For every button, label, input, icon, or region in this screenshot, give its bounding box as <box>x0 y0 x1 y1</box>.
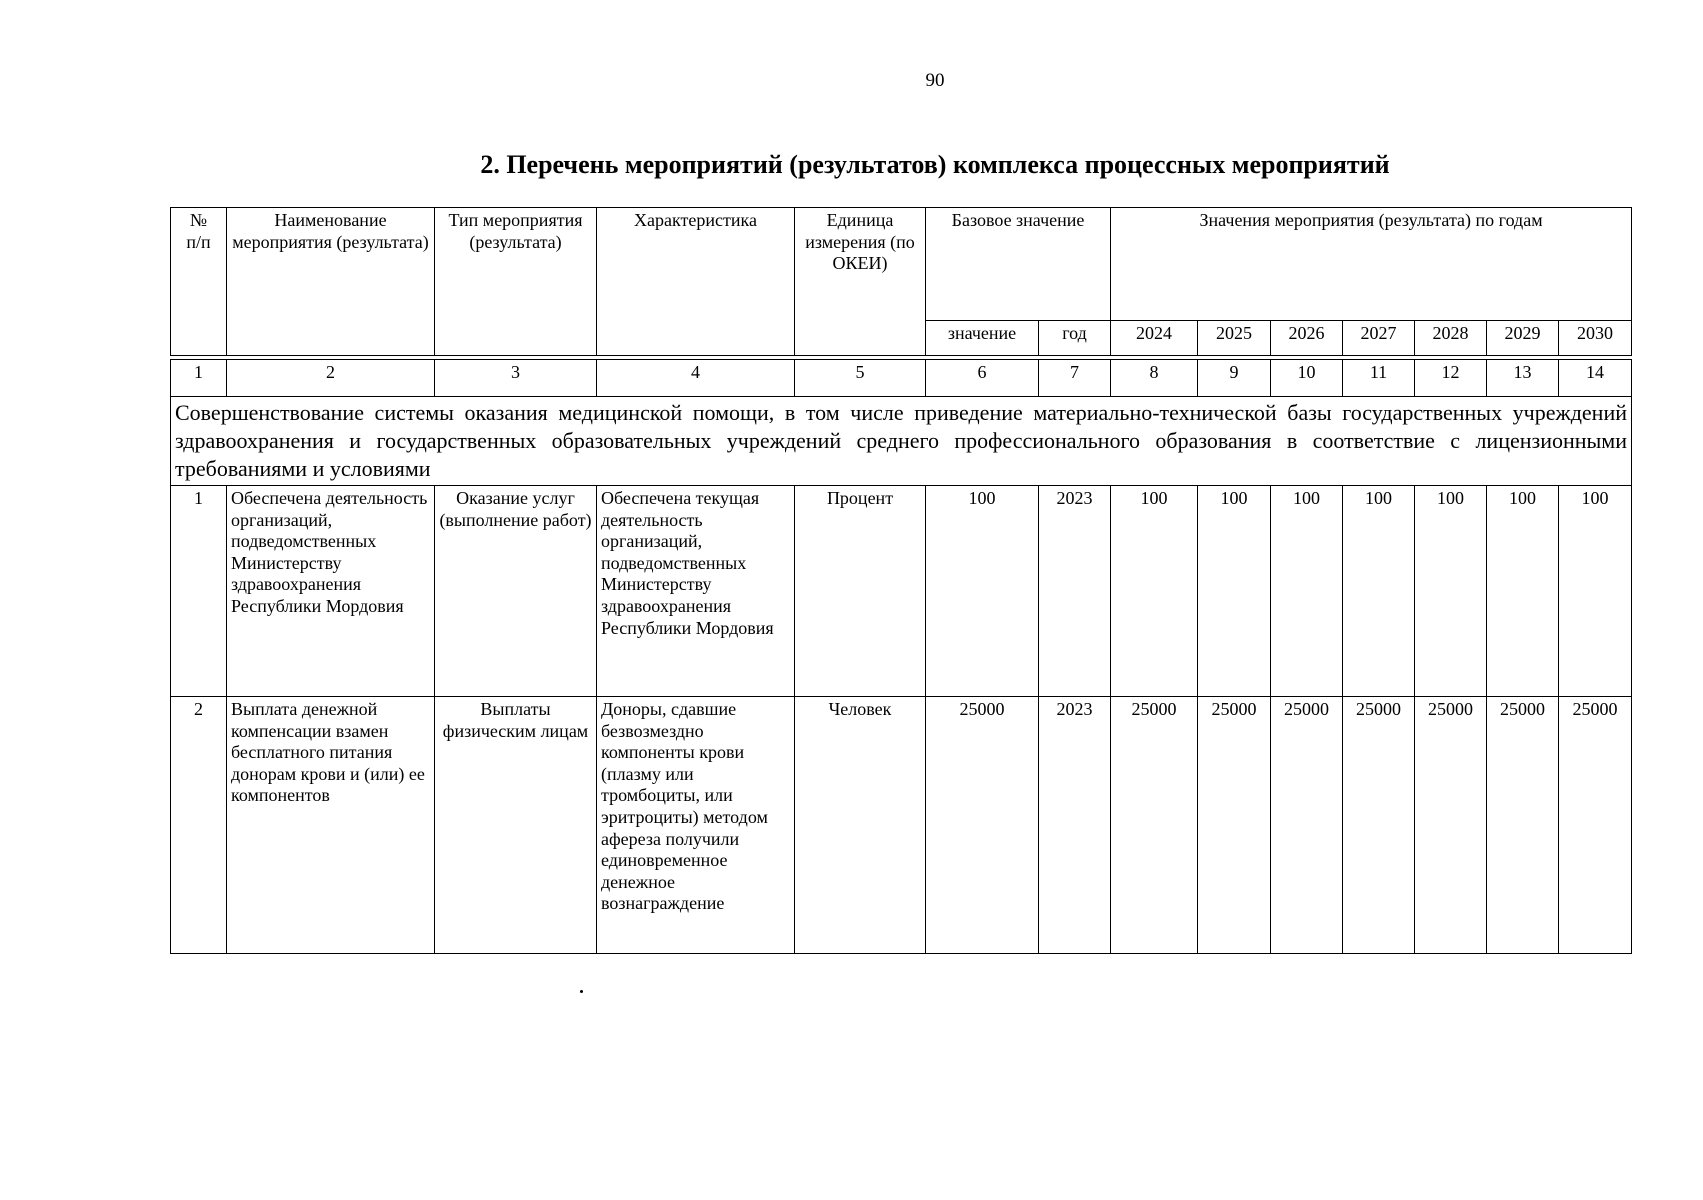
column-number: 3 <box>435 360 597 397</box>
row-base-year: 2023 <box>1039 486 1111 697</box>
header-base-year: год <box>1039 321 1111 356</box>
column-number: 14 <box>1559 360 1632 397</box>
section-row <box>171 397 1632 486</box>
row-year-value: 25000 <box>1111 697 1198 954</box>
row-unit: Человек <box>795 697 926 954</box>
header-no: № п/п <box>171 208 227 356</box>
row-characteristic: Доноры, сдавшие безвозмездно компоненты крови (плазму или тромбоциты, или эритроциты) методом афереза получили единовременное денежное вознаграждение <box>597 697 795 954</box>
table-header <box>170 207 1632 356</box>
row-year-value: 25000 <box>1415 697 1487 954</box>
header-year: 2026 <box>1271 321 1343 356</box>
row-year-value: 25000 <box>1343 697 1415 954</box>
row-number: 2 <box>171 697 227 954</box>
header-base: Базовое значение <box>926 208 1111 321</box>
table-row <box>171 697 1632 954</box>
column-number: 8 <box>1111 360 1198 397</box>
row-type: Выплаты физическим лицам <box>435 697 597 954</box>
column-number: 9 <box>1198 360 1271 397</box>
row-year-value: 25000 <box>1487 697 1559 954</box>
row-name: Обеспечена деятельность организаций, подведомственных Министерству здравоохранения Республики Мордовия <box>227 486 435 697</box>
row-year-value: 100 <box>1271 486 1343 697</box>
header-base-value: значение <box>926 321 1039 356</box>
row-year-value: 100 <box>1343 486 1415 697</box>
table-body <box>170 359 1632 954</box>
scan-speck <box>580 990 583 993</box>
row-year-value: 100 <box>1415 486 1487 697</box>
row-year-value: 25000 <box>1559 697 1632 954</box>
header-years-group: Значения мероприятия (результата) по годам <box>1111 208 1632 321</box>
header-year: 2030 <box>1559 321 1632 356</box>
header-unit: Единица измерения (по ОКЕИ) <box>795 208 926 356</box>
section-title: Совершенствование системы оказания медицинской помощи, в том числе приведение материально-технической базы государственных учреждений здравоохранения и государственных образовательных учреждений среднего профессионального образования в соответствие с лицензионными требованиями и условиями <box>171 397 1632 486</box>
column-number: 10 <box>1271 360 1343 397</box>
column-number: 2 <box>227 360 435 397</box>
row-year-value: 100 <box>1559 486 1632 697</box>
column-number: 1 <box>171 360 227 397</box>
column-number: 4 <box>597 360 795 397</box>
header-characteristic: Характеристика <box>597 208 795 356</box>
table-row <box>171 486 1632 697</box>
row-year-value: 100 <box>1111 486 1198 697</box>
header-name: Наименование мероприятия (результата) <box>227 208 435 356</box>
row-characteristic: Обеспечена текущая деятельность организаций, подведомственных Министерству здравоохранения Республики Мордовия <box>597 486 795 697</box>
header-year: 2029 <box>1487 321 1559 356</box>
row-year-value: 25000 <box>1271 697 1343 954</box>
header-year: 2028 <box>1415 321 1487 356</box>
row-unit: Процент <box>795 486 926 697</box>
page-number: 90 <box>925 70 945 91</box>
column-number: 12 <box>1415 360 1487 397</box>
column-number: 6 <box>926 360 1039 397</box>
row-base-value: 100 <box>926 486 1039 697</box>
header-year: 2027 <box>1343 321 1415 356</box>
row-year-value: 100 <box>1198 486 1271 697</box>
column-number-row <box>171 360 1632 397</box>
row-base-year: 2023 <box>1039 697 1111 954</box>
row-number: 1 <box>171 486 227 697</box>
column-number: 5 <box>795 360 926 397</box>
header-year: 2024 <box>1111 321 1198 356</box>
row-name: Выплата денежной компенсации взамен бесплатного питания донорам крови и (или) ее компонентов <box>227 697 435 954</box>
row-year-value: 25000 <box>1198 697 1271 954</box>
row-base-value: 25000 <box>926 697 1039 954</box>
column-number: 11 <box>1343 360 1415 397</box>
header-type: Тип мероприятия (результата) <box>435 208 597 356</box>
document-title: 2. Перечень мероприятий (результатов) комплекса процессных мероприятий <box>480 150 1390 179</box>
header-year: 2025 <box>1198 321 1271 356</box>
column-number: 7 <box>1039 360 1111 397</box>
row-type: Оказание услуг (выполнение работ) <box>435 486 597 697</box>
row-year-value: 100 <box>1487 486 1559 697</box>
column-number: 13 <box>1487 360 1559 397</box>
